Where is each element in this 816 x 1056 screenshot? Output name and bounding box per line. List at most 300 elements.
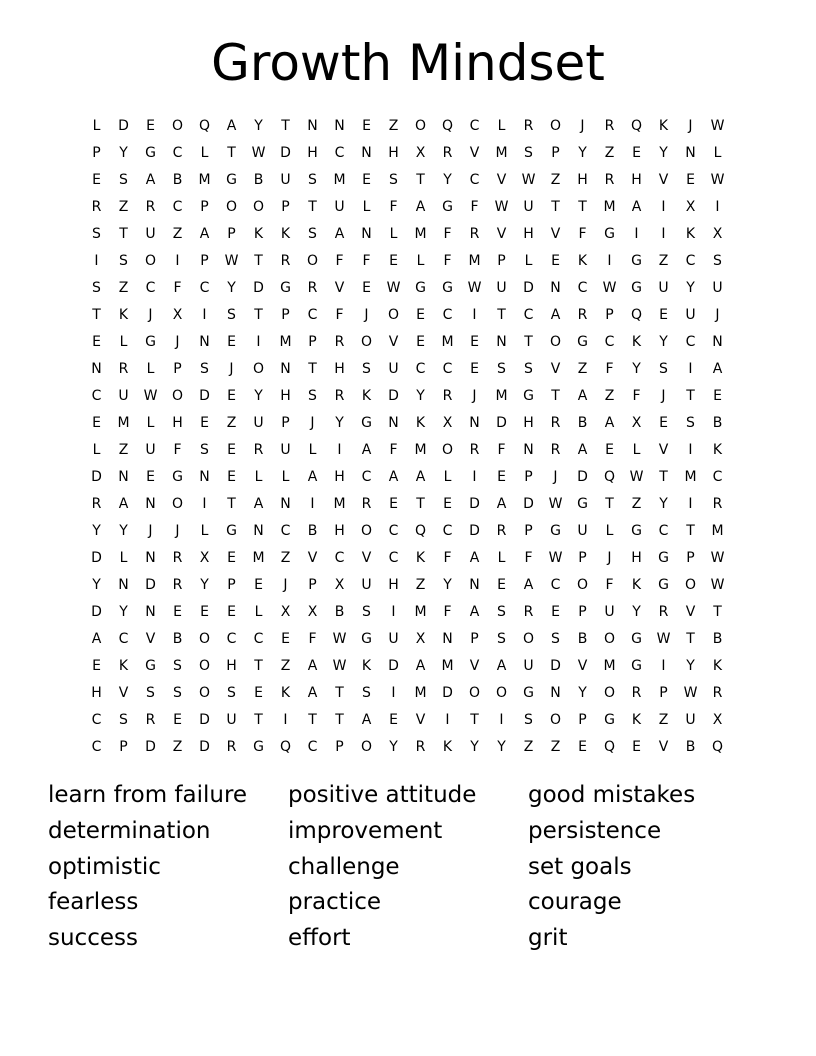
- grid-letter: E: [362, 117, 371, 134]
- grid-letter: U: [577, 522, 588, 539]
- grid-letter: C: [307, 306, 318, 323]
- grid-letter: G: [631, 279, 642, 296]
- grid-letter: U: [604, 603, 615, 620]
- grid-letter: W: [332, 657, 347, 674]
- grid-letter: U: [685, 306, 696, 323]
- grid-letter: L: [389, 225, 398, 242]
- grid-letter: P: [227, 225, 236, 242]
- grid-letter: S: [308, 171, 317, 188]
- grid-letter: V: [415, 711, 426, 728]
- grid-letter: E: [389, 495, 398, 512]
- grid-letter: R: [172, 576, 183, 593]
- grid-letter: R: [523, 117, 534, 134]
- grid-letter: U: [280, 171, 291, 188]
- grid-letter: O: [549, 333, 562, 350]
- grid-letter: T: [686, 387, 695, 404]
- grid-letter: E: [416, 333, 425, 350]
- grid-letter: A: [118, 495, 129, 512]
- grid-letter: T: [578, 198, 587, 215]
- grid-letter: G: [631, 252, 642, 269]
- grid-letter: S: [227, 684, 236, 701]
- grid-letter: E: [578, 738, 587, 755]
- grid-letter: E: [281, 630, 290, 647]
- grid-letter: P: [227, 576, 236, 593]
- word-list-item: persistence: [528, 817, 662, 844]
- grid-letter: P: [686, 549, 695, 566]
- grid-letter: Y: [227, 279, 236, 296]
- grid-letter: U: [523, 198, 534, 215]
- grid-letter: S: [308, 225, 317, 242]
- grid-letter: F: [497, 441, 506, 458]
- grid-letter: O: [198, 684, 211, 701]
- grid-letter: J: [310, 414, 315, 431]
- grid-letter: F: [605, 360, 614, 377]
- grid-letter: N: [145, 603, 156, 620]
- grid-letter: I: [472, 468, 477, 485]
- grid-letter: A: [307, 468, 318, 485]
- grid-letter: Y: [659, 495, 668, 512]
- grid-letter: E: [173, 711, 182, 728]
- grid-letter: C: [334, 549, 345, 566]
- grid-letter: I: [391, 684, 396, 701]
- grid-letter: A: [199, 225, 210, 242]
- grid-letter: I: [94, 252, 99, 269]
- grid-letter: Q: [198, 117, 211, 134]
- grid-letter: D: [523, 495, 534, 512]
- grid-letter: T: [605, 495, 614, 512]
- grid-letter: D: [145, 576, 156, 593]
- grid-letter: Z: [118, 441, 129, 458]
- grid-letter: C: [604, 333, 615, 350]
- grid-letter: A: [361, 441, 372, 458]
- grid-letter: C: [91, 387, 102, 404]
- grid-letter: I: [445, 711, 450, 728]
- grid-letter: X: [415, 630, 426, 647]
- grid-letter: B: [307, 522, 318, 539]
- grid-letter: N: [199, 333, 210, 350]
- grid-letter: C: [361, 468, 372, 485]
- grid-letter: K: [280, 684, 291, 701]
- grid-letter: D: [469, 522, 480, 539]
- grid-letter: P: [281, 306, 290, 323]
- grid-letter: E: [146, 117, 155, 134]
- grid-letter: L: [605, 522, 614, 539]
- grid-letter: H: [226, 657, 237, 674]
- grid-letter: E: [146, 468, 155, 485]
- grid-letter: J: [472, 387, 477, 404]
- grid-letter: S: [119, 252, 128, 269]
- grid-letter: J: [364, 306, 369, 323]
- grid-letter: O: [441, 441, 454, 458]
- grid-letter: T: [416, 171, 425, 188]
- grid-letter: O: [495, 684, 508, 701]
- grid-letter: G: [442, 198, 453, 215]
- grid-letter: L: [92, 117, 101, 134]
- grid-letter: G: [253, 738, 264, 755]
- grid-letter: N: [118, 576, 129, 593]
- grid-letter: A: [415, 657, 426, 674]
- grid-letter: E: [200, 414, 209, 431]
- grid-letter: O: [549, 711, 562, 728]
- grid-letter: N: [253, 522, 264, 539]
- grid-letter: T: [227, 144, 236, 161]
- grid-letter: N: [145, 549, 156, 566]
- grid-letter: Z: [280, 657, 291, 674]
- grid-letter: S: [173, 684, 182, 701]
- grid-letter: S: [524, 144, 533, 161]
- grid-letter: M: [468, 252, 481, 269]
- grid-letter: C: [226, 630, 237, 647]
- grid-letter: F: [443, 225, 452, 242]
- grid-letter: N: [307, 117, 318, 134]
- grid-letter: L: [281, 468, 290, 485]
- grid-letter: T: [254, 657, 263, 674]
- grid-letter: R: [631, 684, 642, 701]
- grid-letter: T: [551, 387, 560, 404]
- grid-letter: O: [684, 576, 697, 593]
- grid-letter: K: [253, 225, 264, 242]
- grid-letter: A: [307, 657, 318, 674]
- grid-letter: V: [118, 684, 129, 701]
- grid-letter: P: [335, 738, 344, 755]
- grid-letter: R: [334, 333, 345, 350]
- grid-letter: N: [712, 333, 723, 350]
- grid-letter: A: [415, 198, 426, 215]
- grid-letter: C: [253, 630, 264, 647]
- grid-letter: O: [603, 684, 616, 701]
- word-list-item: learn from failure: [48, 782, 248, 808]
- grid-letter: J: [688, 117, 693, 134]
- grid-letter: P: [578, 711, 587, 728]
- grid-letter: N: [361, 225, 372, 242]
- grid-letter: W: [494, 198, 509, 215]
- grid-letter: H: [91, 684, 102, 701]
- grid-letter: I: [310, 495, 315, 512]
- grid-letter: U: [658, 279, 669, 296]
- grid-letter: U: [523, 657, 534, 674]
- grid-letter: C: [685, 333, 696, 350]
- grid-letter: K: [685, 225, 696, 242]
- grid-letter: G: [658, 576, 669, 593]
- grid-letter: M: [495, 387, 508, 404]
- grid-letter: P: [92, 144, 101, 161]
- grid-letter: C: [577, 279, 588, 296]
- grid-letter: T: [497, 306, 506, 323]
- grid-letter: N: [91, 360, 102, 377]
- grid-letter: W: [629, 468, 644, 485]
- grid-letter: V: [361, 549, 372, 566]
- grid-letter: Y: [632, 360, 641, 377]
- grid-letter: U: [226, 711, 237, 728]
- grid-letter: C: [388, 549, 399, 566]
- grid-letter: T: [686, 522, 695, 539]
- grid-letter: E: [659, 414, 668, 431]
- grid-letter: N: [442, 630, 453, 647]
- grid-letter: D: [469, 495, 480, 512]
- grid-letter: K: [118, 657, 129, 674]
- grid-letter: M: [333, 495, 346, 512]
- grid-letter: I: [715, 198, 720, 215]
- grid-letter: G: [145, 144, 156, 161]
- grid-letter: T: [308, 198, 317, 215]
- grid-letter: B: [172, 171, 183, 188]
- word-list-item: improvement: [288, 817, 443, 844]
- grid-letter: O: [576, 576, 589, 593]
- grid-letter: M: [279, 333, 292, 350]
- grid-letter: E: [497, 468, 506, 485]
- grid-letter: V: [469, 144, 480, 161]
- grid-letter: S: [119, 171, 128, 188]
- word-list-item: practice: [288, 889, 381, 916]
- grid-letter: T: [416, 495, 425, 512]
- grid-letter: T: [551, 198, 560, 215]
- grid-letter: B: [685, 738, 696, 755]
- grid-letter: Y: [200, 576, 209, 593]
- grid-letter: O: [198, 630, 211, 647]
- grid-letter: R: [226, 738, 237, 755]
- grid-letter: F: [389, 441, 398, 458]
- grid-letter: U: [712, 279, 723, 296]
- grid-letter: X: [415, 144, 426, 161]
- grid-letter: T: [659, 468, 668, 485]
- grid-letter: W: [143, 387, 158, 404]
- grid-letter: E: [713, 387, 722, 404]
- grid-letter: L: [524, 252, 533, 269]
- grid-letter: V: [145, 630, 156, 647]
- grid-letter: F: [173, 441, 182, 458]
- grid-letter: J: [175, 333, 180, 350]
- grid-letter: R: [361, 495, 372, 512]
- grid-letter: V: [658, 171, 669, 188]
- letter-grid: [83, 112, 731, 760]
- grid-letter: P: [578, 603, 587, 620]
- grid-letter: P: [578, 549, 587, 566]
- grid-letter: J: [661, 387, 666, 404]
- grid-letter: U: [388, 360, 399, 377]
- grid-letter: E: [497, 576, 506, 593]
- grid-letter: O: [171, 387, 184, 404]
- grid-letter: D: [199, 711, 210, 728]
- grid-letter: V: [334, 279, 345, 296]
- grid-letter: T: [308, 360, 317, 377]
- grid-letter: C: [442, 522, 453, 539]
- grid-letter: V: [388, 333, 399, 350]
- grid-letter: X: [712, 711, 723, 728]
- grid-letter: W: [683, 684, 698, 701]
- grid-letter: L: [497, 549, 506, 566]
- grid-letter: D: [91, 468, 102, 485]
- grid-letter: Y: [659, 333, 668, 350]
- grid-letter: I: [202, 495, 207, 512]
- grid-letter: E: [92, 333, 101, 350]
- grid-letter: O: [360, 522, 373, 539]
- grid-letter: K: [361, 657, 372, 674]
- grid-letter: Q: [603, 468, 616, 485]
- grid-letter: S: [551, 630, 560, 647]
- grid-letter: Y: [578, 144, 587, 161]
- grid-letter: X: [172, 306, 183, 323]
- grid-letter: I: [337, 441, 342, 458]
- grid-letter: E: [362, 171, 371, 188]
- grid-letter: O: [387, 306, 400, 323]
- grid-letter: G: [145, 333, 156, 350]
- grid-letter: E: [227, 333, 236, 350]
- grid-letter: M: [684, 468, 697, 485]
- grid-letter: K: [631, 576, 642, 593]
- grid-letter: R: [604, 171, 615, 188]
- grid-letter: H: [631, 171, 642, 188]
- grid-letter: W: [548, 549, 563, 566]
- grid-letter: Y: [119, 603, 128, 620]
- grid-letter: Y: [659, 144, 668, 161]
- grid-letter: E: [227, 468, 236, 485]
- grid-letter: Y: [92, 576, 101, 593]
- grid-letter: D: [118, 117, 129, 134]
- grid-letter: K: [361, 387, 372, 404]
- grid-letter: O: [414, 117, 427, 134]
- grid-letter: C: [199, 279, 210, 296]
- grid-letter: C: [685, 252, 696, 269]
- grid-letter: M: [441, 333, 454, 350]
- grid-letter: M: [711, 522, 724, 539]
- grid-letter: H: [307, 144, 318, 161]
- grid-letter: R: [712, 495, 723, 512]
- grid-letter: G: [604, 225, 615, 242]
- grid-letter: Y: [254, 387, 263, 404]
- grid-letter: Y: [389, 738, 398, 755]
- grid-letter: I: [283, 711, 288, 728]
- grid-letter: U: [145, 225, 156, 242]
- grid-letter: C: [388, 522, 399, 539]
- grid-letter: B: [577, 630, 588, 647]
- grid-letter: S: [362, 603, 371, 620]
- grid-letter: O: [144, 252, 157, 269]
- grid-letter: I: [472, 306, 477, 323]
- grid-letter: T: [92, 306, 101, 323]
- grid-letter: E: [227, 387, 236, 404]
- word-list-item: effort: [288, 925, 351, 951]
- word-list-item: grit: [528, 925, 568, 951]
- grid-letter: A: [523, 576, 534, 593]
- grid-letter: Q: [279, 738, 292, 755]
- grid-letter: Q: [711, 738, 724, 755]
- grid-letter: G: [577, 333, 588, 350]
- grid-letter: U: [145, 441, 156, 458]
- grid-letter: M: [414, 684, 427, 701]
- grid-letter: Z: [658, 711, 669, 728]
- grid-letter: W: [710, 171, 725, 188]
- grid-letter: M: [603, 198, 616, 215]
- grid-letter: R: [415, 738, 426, 755]
- grid-letter: B: [712, 414, 723, 431]
- grid-letter: M: [252, 549, 265, 566]
- grid-letter: S: [497, 603, 506, 620]
- grid-letter: N: [118, 468, 129, 485]
- grid-letter: M: [414, 225, 427, 242]
- grid-letter: Z: [604, 387, 615, 404]
- grid-letter: B: [577, 414, 588, 431]
- grid-letter: J: [715, 306, 720, 323]
- grid-letter: C: [469, 117, 480, 134]
- grid-letter: S: [659, 360, 668, 377]
- grid-letter: G: [631, 657, 642, 674]
- grid-letter: I: [607, 252, 612, 269]
- grid-letter: P: [308, 576, 317, 593]
- grid-letter: A: [307, 684, 318, 701]
- grid-letter: V: [550, 360, 561, 377]
- word-list-item: fearless: [48, 889, 139, 916]
- grid-letter: P: [659, 684, 668, 701]
- grid-letter: Y: [443, 171, 452, 188]
- grid-letter: V: [496, 225, 507, 242]
- grid-letter: J: [607, 549, 612, 566]
- grid-letter: P: [119, 738, 128, 755]
- grid-letter: Y: [119, 144, 128, 161]
- grid-letter: M: [414, 603, 427, 620]
- grid-letter: E: [92, 171, 101, 188]
- grid-letter: N: [199, 468, 210, 485]
- grid-letter: I: [661, 657, 666, 674]
- grid-letter: V: [685, 603, 696, 620]
- grid-letter: Z: [415, 576, 426, 593]
- grid-letter: P: [551, 144, 560, 161]
- grid-letter: F: [470, 198, 479, 215]
- grid-letter: D: [91, 603, 102, 620]
- grid-letter: H: [523, 414, 534, 431]
- grid-letter: L: [119, 333, 128, 350]
- grid-letter: N: [469, 576, 480, 593]
- grid-letter: T: [227, 495, 236, 512]
- grid-letter: O: [225, 198, 238, 215]
- grid-letter: E: [443, 495, 452, 512]
- grid-letter: G: [172, 468, 183, 485]
- grid-letter: H: [172, 414, 183, 431]
- grid-letter: S: [227, 306, 236, 323]
- grid-letter: N: [280, 360, 291, 377]
- grid-letter: Y: [470, 738, 479, 755]
- grid-letter: E: [173, 603, 182, 620]
- grid-letter: D: [388, 657, 399, 674]
- grid-letter: A: [388, 468, 399, 485]
- grid-letter: F: [173, 279, 182, 296]
- grid-letter: K: [658, 117, 669, 134]
- grid-letter: D: [253, 279, 264, 296]
- grid-letter: R: [145, 711, 156, 728]
- grid-letter: V: [658, 738, 669, 755]
- word-list-item: optimistic: [48, 853, 161, 880]
- grid-letter: T: [686, 630, 695, 647]
- grid-letter: J: [229, 360, 234, 377]
- grid-letter: A: [577, 441, 588, 458]
- grid-letter: W: [467, 279, 482, 296]
- grid-letter: Y: [578, 684, 587, 701]
- grid-letter: Y: [335, 414, 344, 431]
- grid-letter: T: [470, 711, 479, 728]
- grid-letter: S: [200, 441, 209, 458]
- grid-letter: A: [469, 549, 480, 566]
- grid-letter: J: [148, 522, 153, 539]
- grid-letter: V: [577, 657, 588, 674]
- grid-letter: X: [631, 414, 642, 431]
- grid-letter: G: [361, 630, 372, 647]
- grid-letter: Q: [630, 117, 643, 134]
- grid-letter: S: [308, 387, 317, 404]
- grid-letter: U: [118, 387, 129, 404]
- grid-letter: F: [308, 630, 317, 647]
- grid-letter: Z: [550, 738, 561, 755]
- grid-letter: E: [470, 333, 479, 350]
- grid-letter: T: [524, 333, 533, 350]
